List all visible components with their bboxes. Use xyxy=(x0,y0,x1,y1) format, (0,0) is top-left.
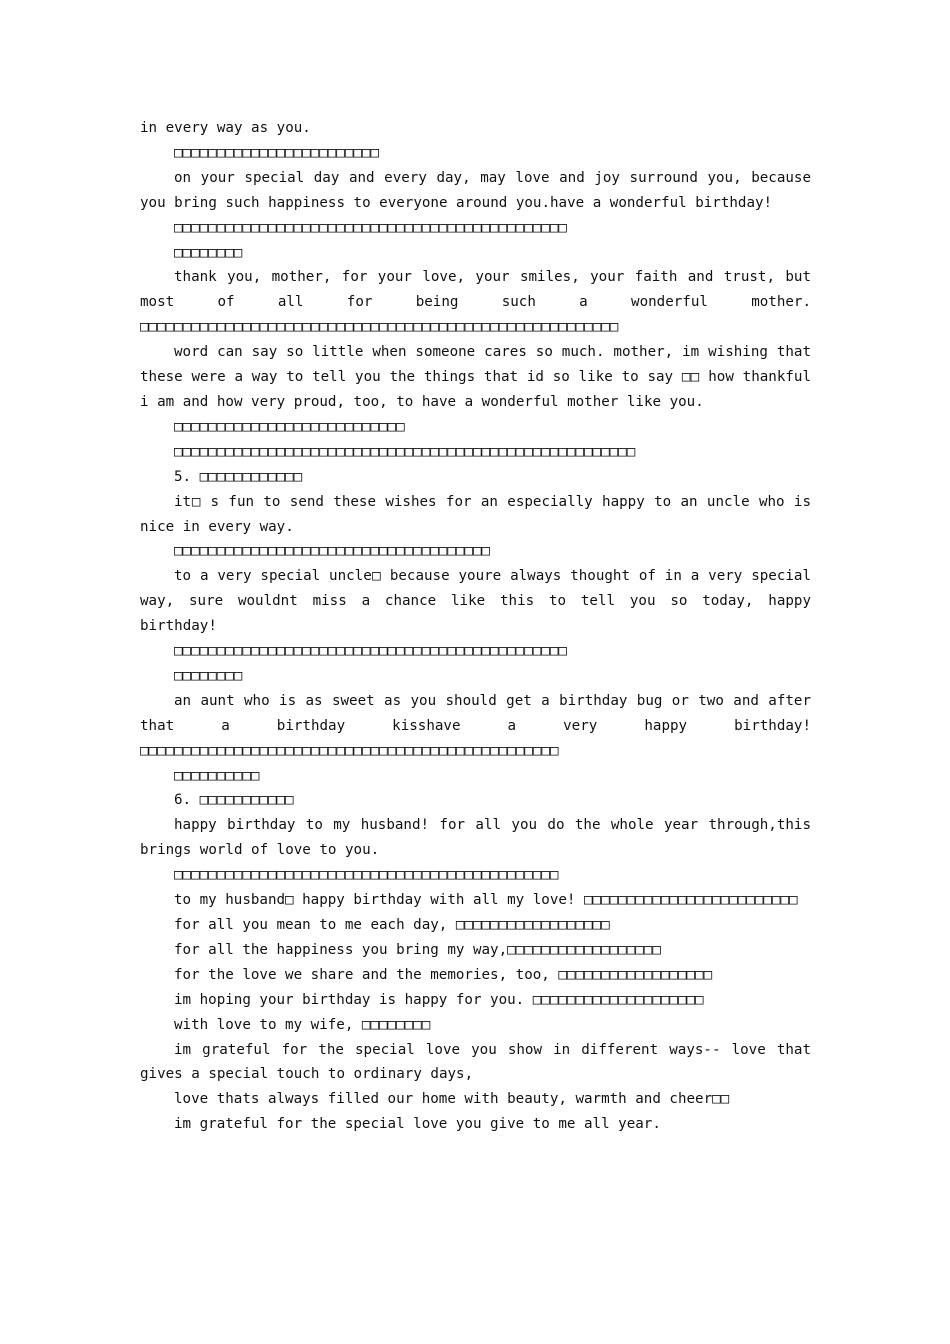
paragraph: 6. □□□□□□□□□□□ xyxy=(174,792,294,809)
paragraph: for the love we share and the memories, too, □□□□□□□□□□□□□□□□□□ xyxy=(174,966,713,983)
paragraph: im grateful for the special love you give to me all year. xyxy=(174,1116,661,1133)
paragraph: happy birthday to my husband! for all you do the whole year through,this brings world of love to you. xyxy=(140,817,811,859)
paragraph: □□□□□□□□□□□□□□□□□□□□□□□□□□□□□□□□□□□□□ xyxy=(174,543,491,560)
paragraph: im hoping your birthday is happy for you. □□□□□□□□□□□□□□□□□□□□ xyxy=(174,991,704,1008)
paragraph: □□□□□□□□ xyxy=(174,244,243,261)
document-body xyxy=(140,116,811,1137)
paragraph: to a very special uncle□ because youre always thought of in a very special way, sure wouldnt miss a chance like this to tell you so today, happy birthday! xyxy=(140,568,811,635)
paragraph: to my husband□ happy birthday with all my love! □□□□□□□□□□□□□□□□□□□□□□□□□ xyxy=(174,892,798,909)
paragraph: □□□□□□□□□□□□□□□□□□□□□□□□□□□□□□□□□□□□□□□□□□□□□□□□□□□□□□ xyxy=(174,443,636,460)
paragraph: in every way as you. xyxy=(140,120,311,136)
paragraph: im grateful for the special love you show in different ways-- love that gives a special touch to ordinary days, xyxy=(140,1041,811,1083)
paragraph: for all you mean to me each day, □□□□□□□□□□□□□□□□□□ xyxy=(174,917,610,933)
paragraph: □□□□□□□□□□ xyxy=(174,767,260,784)
paragraph: □□□□□□□□ xyxy=(174,667,243,684)
paragraph: on your special day and every day, may love and joy surround you, because you bring such happiness to everyone around you.have a wonderful birthday! xyxy=(140,169,811,211)
paragraph: thank you, mother, for your love, your smiles, your faith and trust, but most of all for being such a wonderful mother. □□□□□□□□□□□□□□□□□□□□□□□□□□□□□□□□□□□□□□□□□□□□□□□□□□□□□□□□ xyxy=(140,269,811,336)
paragraph: □□□□□□□□□□□□□□□□□□□□□□□□□□□ xyxy=(174,418,405,435)
paragraph: word can say so little when someone cares so much. mother, im wishing that these were a way to tell you the things that id so like to say □□ how thankful i am and how very proud, too, to have a wonderful mother like you. xyxy=(140,344,811,410)
paragraph: □□□□□□□□□□□□□□□□□□□□□□□□□□□□□□□□□□□□□□□□□□□□□□ xyxy=(174,219,567,236)
paragraph: 5. □□□□□□□□□□□□ xyxy=(174,468,303,485)
paragraph: it□ s fun to send these wishes for an especially happy to an uncle who is nice in every way. xyxy=(140,493,811,535)
paragraph: □□□□□□□□□□□□□□□□□□□□□□□□□□□□□□□□□□□□□□□□□□□□□□ xyxy=(174,643,567,660)
paragraph: an aunt who is as sweet as you should get a birthday bug or two and after that a birthday kisshave a very happy birthday! □□□□□□□□□□□□□□□□□□□□□□□□□□□□□□□□□□□□□□□□□□□□□□□□□ xyxy=(140,692,811,759)
paragraph: with love to my wife, □□□□□□□□ xyxy=(174,1016,431,1033)
paragraph: □□□□□□□□□□□□□□□□□□□□□□□□ xyxy=(174,144,379,161)
paragraph: for all the happiness you bring my way,□□□□□□□□□□□□□□□□□□ xyxy=(174,941,661,958)
paragraph: love thats always filled our home with beauty, warmth and cheer□□ xyxy=(174,1091,730,1108)
paragraph: □□□□□□□□□□□□□□□□□□□□□□□□□□□□□□□□□□□□□□□□□□□□□ xyxy=(174,867,559,884)
